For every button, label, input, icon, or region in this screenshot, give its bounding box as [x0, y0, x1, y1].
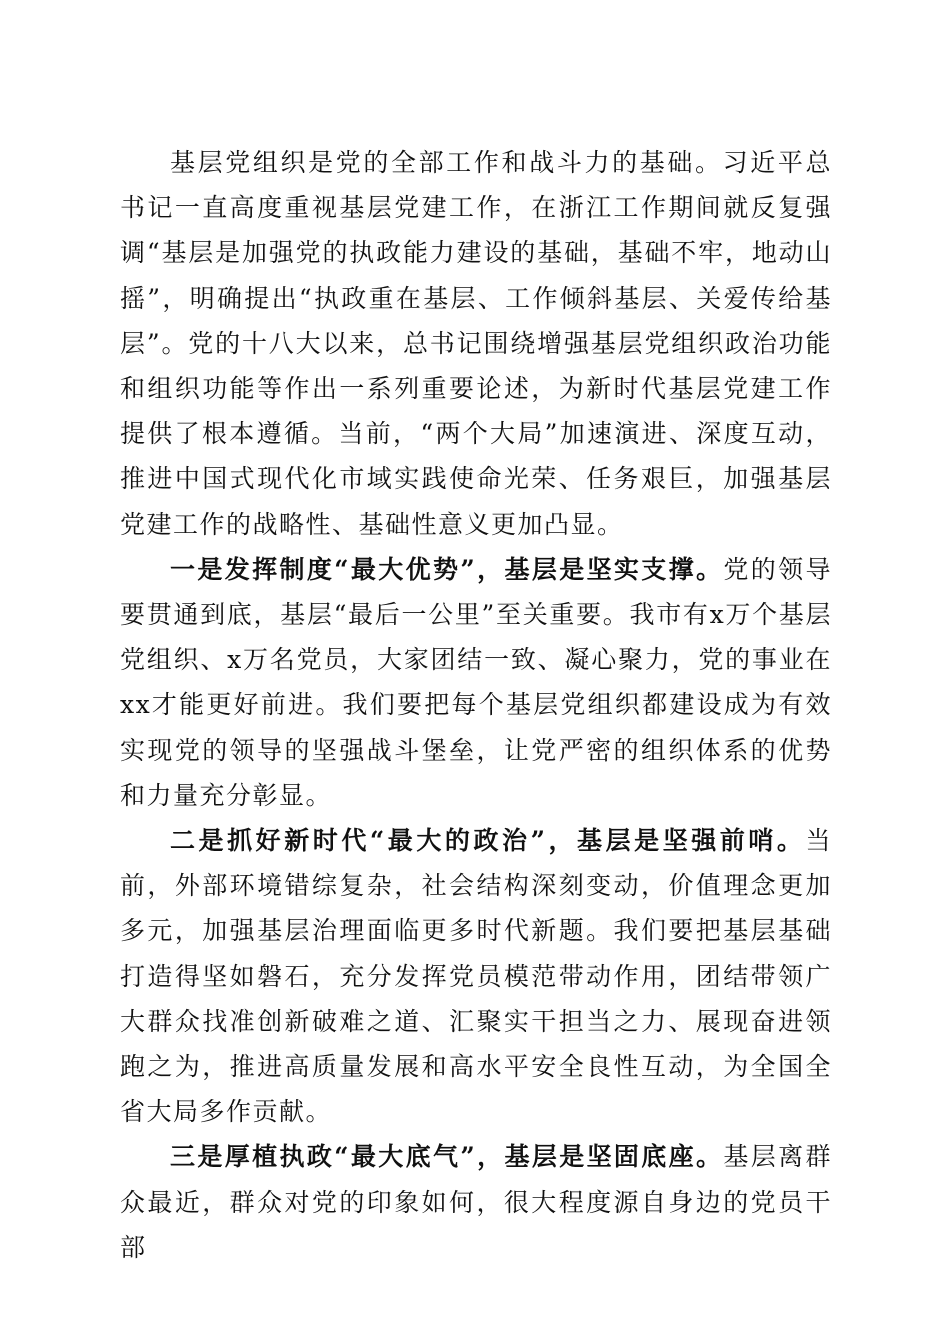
paragraph-point-three-heading: 三是厚植执政“最大底气”，基层是坚固底座。: [170, 1142, 724, 1172]
paragraph-point-one-text: 党的领导要贯通到底，基层“最后一公里”至关重要。我市有x万个基层党组织、x万名党员，大家团结一致、凝心聚力，党的事业在xx才能更好前进。我们要把每个基层党组织都建设成为有效实现党的领导的坚强战斗堡垒，让党严密的组织体系的优势和力量充分彰显。: [120, 554, 832, 810]
paragraph-point-two-text: 当前，外部环境错综复杂，社会结构深刻变动，价值理念更加多元，加强基层治理面临更多时代新题。我们要把基层基础打造得坚如磐石，充分发挥党员模范带动作用，团结带领广大群众找准创新破难之道、汇聚实干担当之力、展现奋进领跑之为，推进高质量发展和高水平安全良性互动，为全国全省大局多作贡献。: [120, 826, 832, 1127]
paragraph-intro: [120, 140, 832, 547]
paragraph-point-three-text: 基层离群众最近，群众对党的印象如何，很大程度源自身边的党员干部: [120, 1142, 832, 1262]
paragraph-point-one: [120, 547, 832, 818]
paragraph-intro-text: 基层党组织是党的全部工作和战斗力的基础。习近平总书记一直高度重视基层党建工作，在浙江工作期间就反复强调“基层是加强党的执政能力建设的基础，基础不牢，地动山摇”，明确提出“执政重在基层、工作倾斜基层、关爱传给基层”。党的十八大以来，总书记围绕增强基层党组织政治功能和组织功能等作出一系列重要论述，为新时代基层党建工作提供了根本遵循。当前，“两个大局”加速演进、深度互动，推进中国式现代化市域实践使命光荣、任务艰巨，加强基层党建工作的战略性、基础性意义更加凸显。: [120, 148, 832, 539]
paragraph-point-three: [120, 1134, 832, 1270]
paragraph-point-one-heading: 一是发挥制度“最大优势”，基层是坚实支撑。: [170, 554, 724, 584]
paragraph-point-two: [120, 818, 832, 1134]
document-body: [120, 140, 832, 1270]
paragraph-point-two-heading: 二是抓好新时代“最大的政治”，基层是坚强前哨。: [170, 826, 806, 856]
